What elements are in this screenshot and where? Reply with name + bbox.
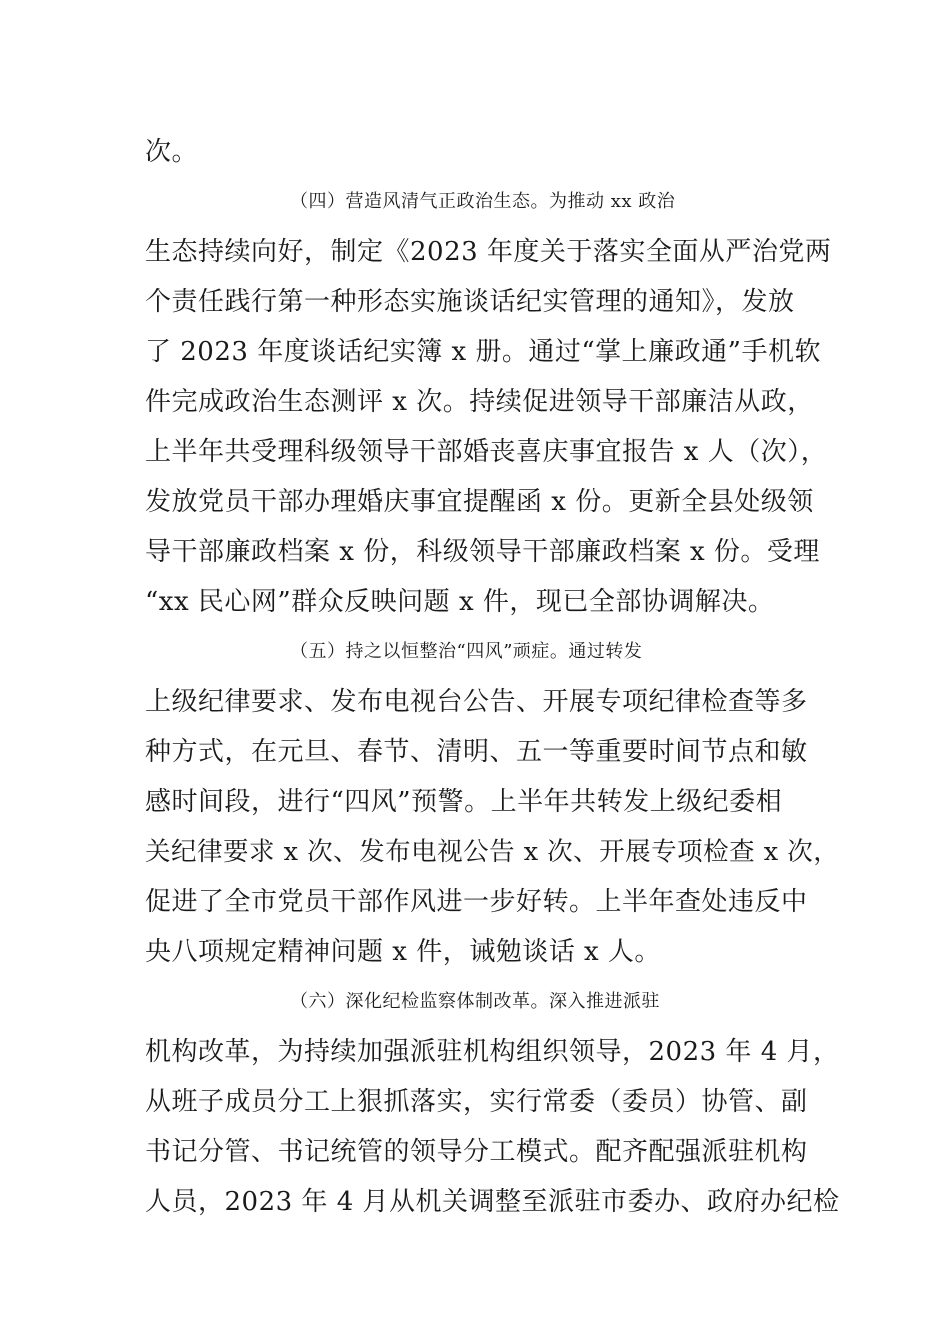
- text-line: 机构改革，为持续加强派驻机构组织领导，2023 年 4 月，: [145, 1037, 840, 1067]
- text-line: 件完成政治生态测评 x 次。持续促进领导干部廉洁从政，: [145, 387, 814, 417]
- text-line: 了 2023 年度谈话纪实簿 x 册。通过“掌上廉政通”手机软: [145, 337, 821, 367]
- text-line: 书记分管、书记统管的领导分工模式。配齐配强派驻机构: [145, 1137, 808, 1167]
- text-line: “xx 民心网”群众反映问题 x 件，现已全部协调解决。: [145, 587, 775, 617]
- text-line: 关纪律要求 x 次、发布电视公告 x 次、开展专项检查 x 次，: [145, 837, 840, 867]
- text-line: 次。: [145, 137, 199, 167]
- text-line: 生态持续向好，制定《2023 年度关于落实全面从严治党两: [145, 237, 832, 267]
- text-line: 感时间段，进行“四风”预警。上半年共转发上级纪委相: [145, 787, 783, 817]
- text-line: 种方式，在元旦、春节、清明、五一等重要时间节点和敏: [145, 737, 808, 767]
- text-line: 发放党员干部办理婚庆事宜提醒函 x 份。更新全县处级领: [145, 487, 814, 517]
- section-heading-line: （四）营造风清气正政治生态。为推动 xx 政治: [290, 191, 676, 212]
- text-line: 人员，2023 年 4 月从机关调整至派驻市委办、政府办纪检: [145, 1187, 840, 1217]
- section-heading-line: （五）持之以恒整治“四风”顽症。通过转发: [290, 641, 643, 662]
- text-line: 导干部廉政档案 x 份，科级领导干部廉政档案 x 份。受理: [145, 537, 820, 567]
- text-line: 促进了全市党员干部作风进一步好转。上半年查处违反中: [145, 887, 808, 917]
- text-line: 个责任践行第一种形态实施谈话纪实管理的通知》，发放: [145, 287, 795, 317]
- section-heading-line: （六）深化纪检监察体制改革。深入推进派驻: [290, 991, 660, 1012]
- text-line: 央八项规定精神问题 x 件，诫勉谈话 x 人。: [145, 937, 661, 967]
- text-line: 从班子成员分工上狠抓落实，实行常委（委员）协管、副: [145, 1087, 808, 1117]
- text-line: 上半年共受理科级领导干部婚丧喜庆事宜报告 x 人（次），: [145, 437, 828, 467]
- text-line: 上级纪律要求、发布电视台公告、开展专项纪律检查等多: [145, 687, 808, 717]
